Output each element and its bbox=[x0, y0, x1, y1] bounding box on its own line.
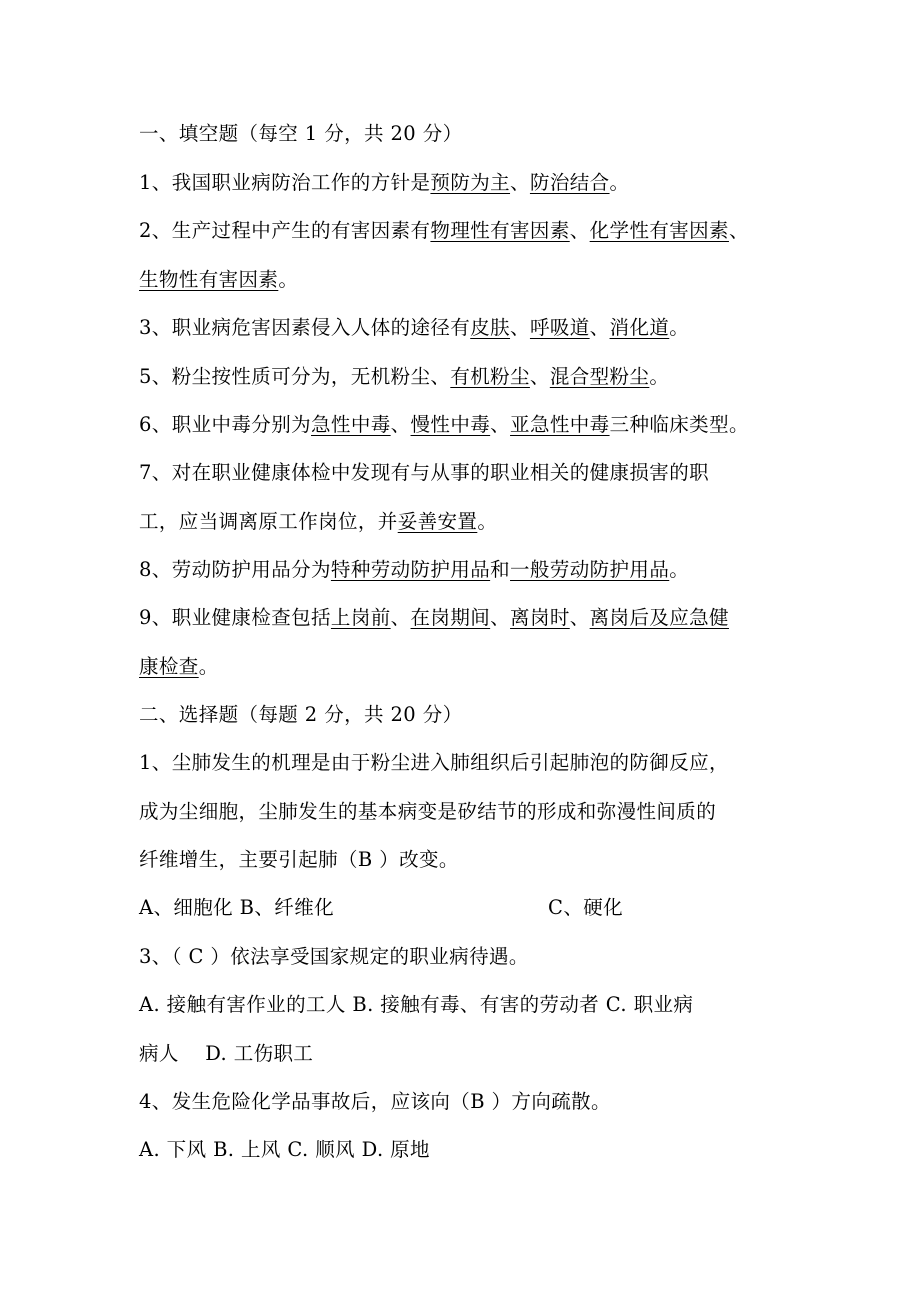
question-text: 和 bbox=[490, 558, 511, 581]
punctuation: 。 bbox=[198, 655, 219, 678]
answer-blank: 慢性中毒 bbox=[410, 413, 491, 436]
answer-blank: 消化道 bbox=[609, 316, 670, 339]
question-2-3-options: A. 接触有害作业的工人 B. 接触有毒、有害的劳动者 C. 职业病 bbox=[139, 993, 694, 1016]
question-1-7-cont bbox=[139, 509, 497, 535]
question-2-3: 3、（ C ）依法享受国家规定的职业病待遇。 bbox=[139, 945, 529, 968]
answer-blank: 生物性有害因素 bbox=[139, 268, 279, 291]
answer-blank: 特种劳动防护用品 bbox=[330, 558, 491, 581]
question-1-3 bbox=[139, 315, 689, 341]
punctuation: 。 bbox=[278, 268, 299, 291]
answer-blank: 化学性有害因素 bbox=[589, 219, 729, 242]
question-text: 9、职业健康检查包括 bbox=[139, 606, 331, 629]
question-1-1 bbox=[139, 170, 629, 196]
question-text: 1、我国职业病防治工作的方针是 bbox=[139, 171, 431, 194]
question-text: 3、职业病危害因素侵入人体的途径有 bbox=[139, 316, 471, 339]
answer-blank: 防治结合 bbox=[529, 171, 610, 194]
section1-heading: 一、填空题（每空 1 分，共 20 分） bbox=[139, 122, 463, 145]
answer-blank: 上岗前 bbox=[330, 606, 391, 629]
separator: 、 bbox=[390, 606, 411, 629]
question-1-9-cont bbox=[139, 654, 219, 680]
question-1-5 bbox=[139, 364, 669, 390]
question-2-1-line3: 纤维增生，主要引起肺（B ）改变。 bbox=[139, 848, 459, 871]
question-2-4-options: A. 下风 B. 上风 C. 顺风 D. 原地 bbox=[139, 1138, 430, 1161]
answer-blank: 离岗后及应急健 bbox=[589, 606, 729, 629]
separator: 、 bbox=[529, 365, 550, 388]
question-2-1-line2: 成为尘细胞，尘肺发生的基本病变是矽结节的形成和弥漫性间质的 bbox=[139, 800, 717, 823]
question-text: 工，应当调离原工作岗位，并 bbox=[139, 510, 398, 533]
question-2-1-options: A、细胞化 B、纤维化 bbox=[139, 896, 335, 919]
question-1-9 bbox=[139, 605, 729, 631]
answer-blank: 一般劳动防护用品 bbox=[510, 558, 670, 581]
question-2-1-option-c: C、硬化 bbox=[548, 896, 624, 919]
punctuation: 。 bbox=[609, 171, 630, 194]
question-text: 6、职业中毒分别为 bbox=[139, 413, 312, 436]
separator: 、 bbox=[569, 219, 590, 242]
separator: 、 bbox=[569, 606, 590, 629]
separator: 、 bbox=[728, 219, 749, 242]
answer-blank: 混合型粉尘 bbox=[549, 365, 650, 388]
question-2-4: 4、发生危险化学品事故后，应该向（B ）方向疏散。 bbox=[139, 1090, 611, 1113]
answer-blank: 呼吸道 bbox=[529, 316, 590, 339]
separator: 、 bbox=[589, 316, 610, 339]
answer-blank: 物理性有害因素 bbox=[430, 219, 570, 242]
question-text: 5、粉尘按性质可分为，无机粉尘、 bbox=[139, 365, 451, 388]
answer-blank: 在岗期间 bbox=[410, 606, 491, 629]
answer-blank: 预防为主 bbox=[430, 171, 511, 194]
question-2-1: 1、尘肺发生的机理是由于粉尘进入肺组织后引起肺泡的防御反应， bbox=[139, 751, 729, 774]
answer-blank: 离岗时 bbox=[510, 606, 570, 629]
punctuation: 。 bbox=[649, 365, 670, 388]
separator: 、 bbox=[510, 171, 530, 194]
question-1-7: 7、对在职业健康体检中发现有与从事的职业相关的健康损害的职 bbox=[139, 461, 710, 484]
question-1-6 bbox=[139, 412, 749, 438]
question-1-2-cont bbox=[139, 267, 298, 293]
section2-heading: 二、选择题（每题 2 分，共 20 分） bbox=[139, 703, 463, 726]
answer-blank: 康检查 bbox=[139, 655, 199, 678]
question-1-8 bbox=[139, 557, 689, 583]
punctuation: 。 bbox=[669, 316, 690, 339]
question-1-2 bbox=[139, 218, 749, 244]
separator: 、 bbox=[490, 606, 511, 629]
question-2-3-options-cont: 病人 D. 工伤职工 bbox=[139, 1042, 314, 1065]
answer-blank: 有机粉尘 bbox=[450, 365, 530, 388]
answer-blank: 急性中毒 bbox=[311, 413, 391, 436]
question-text: 8、劳动防护用品分为 bbox=[139, 558, 331, 581]
answer-blank: 亚急性中毒 bbox=[510, 413, 610, 436]
separator: 、 bbox=[490, 413, 511, 436]
answer-blank: 皮肤 bbox=[470, 316, 511, 339]
separator: 、 bbox=[390, 413, 411, 436]
answer-blank: 妥善安置 bbox=[397, 510, 478, 533]
punctuation: 。 bbox=[669, 558, 690, 581]
punctuation: 。 bbox=[477, 510, 498, 533]
question-text: 2、生产过程中产生的有害因素有 bbox=[139, 219, 431, 242]
question-text: 三种临床类型。 bbox=[609, 413, 749, 436]
separator: 、 bbox=[510, 316, 530, 339]
